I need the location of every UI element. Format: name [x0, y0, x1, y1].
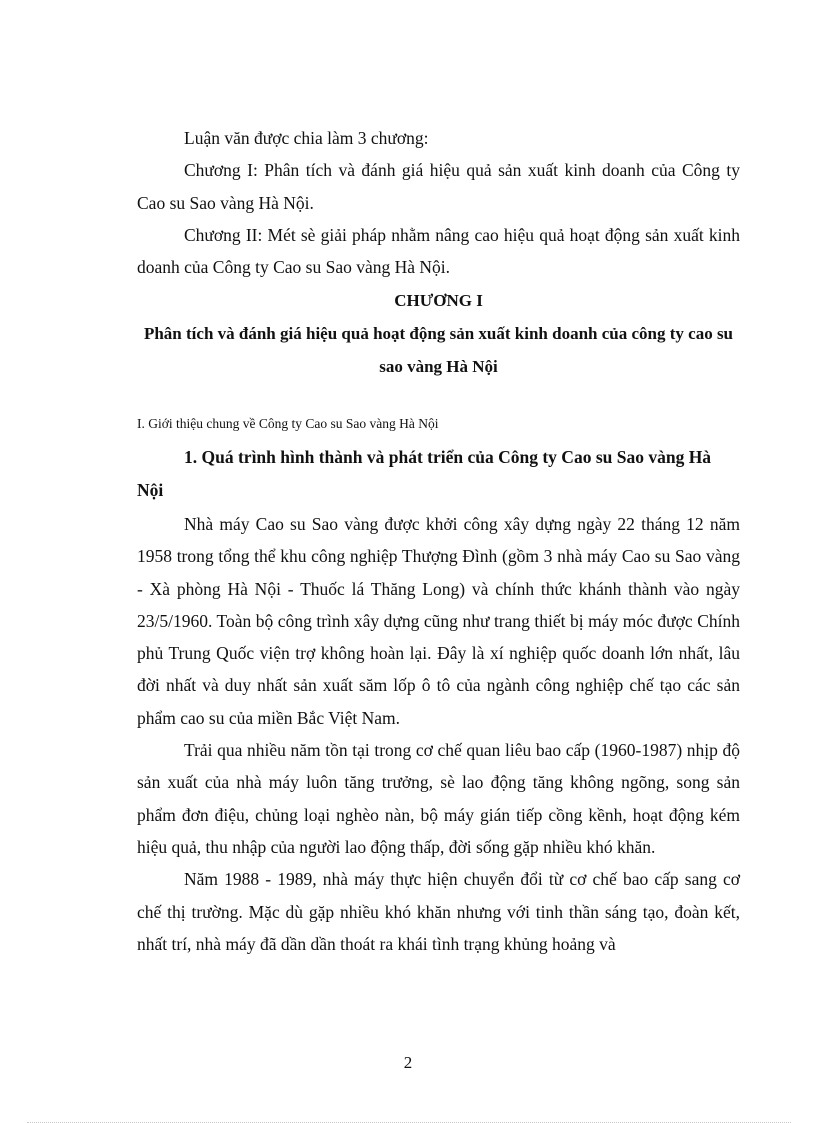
paragraph-subsidy-era: Trải qua nhiều năm tồn tại trong cơ chế quan liêu bao cấp (1960-1987) nhịp độ sản xuất của nhà máy luôn tăng trưởng, sè lao động tăng không ngõng, song sản phẩm đơn điệu, chủng loại nghèo nàn, bộ máy gián tiếp cồng kềnh, hoạt động kém hiệu quả, thu nhập của người lao động thấp, đời sống gặp nhiều khó khăn. [137, 740, 740, 857]
body-block [137, 508, 740, 960]
paragraph-market-transition: Năm 1988 - 1989, nhà máy thực hiện chuyển đổi từ cơ chế bao cấp sang cơ chế thị trường. Mặc dù gặp nhiều khó khăn nhưng với tinh thần sáng tạo, đoàn kết, nhất trí, nhà máy đã dần dần thoát ra khái tình trạng khủng hoảng và [137, 869, 740, 954]
paragraph-history: Nhà máy Cao su Sao vàng được khởi công xây dựng ngày 22 tháng 12 năm 1958 trong tổng thể khu công nghiệp Thượng Đình (gồm 3 nhà máy Cao su Sao vàng - Xà phòng Hà Nội - Thuốc lá Thăng Long) và chính thức khánh thành vào ngày 23/5/1960. Toàn bộ công trình xây dựng cũng như trang thiết bị máy móc được Chính phủ Trung Quốc viện trợ không hoàn lại. Đây là xí nghiệp quốc doanh lớn nhất, lâu đời nhất và duy nhất sản xuất săm lốp ô tô của ngành công nghiệp chế tạo các sản phẩm cao su của miền Bắc Việt Nam. [137, 514, 740, 728]
chapter-title: CHƯƠNG I [394, 291, 483, 310]
intro-block [137, 122, 740, 283]
chapter-subtitle: Phân tích và đánh giá hiệu quả hoạt động sản xuất kinh doanh của công ty cao su sao vàng Hà Nội [143, 324, 734, 376]
sub-heading: 1. Quá trình hình thành và phát triển của Công ty Cao su Sao vàng Hà Nội [137, 447, 712, 500]
chapter-1-summary: Chương I: Phân tích và đánh giá hiệu quả sản xuất kinh doanh của Công ty Cao su Sao vàng Hà Nội. [137, 160, 740, 213]
intro-line: Luận văn được chia làm 3 chương: [184, 128, 429, 148]
section-heading: I. Giới thiệu chung về Công ty Cao su Sao vàng Hà Nội [137, 416, 439, 431]
chapter-2-summary: Chương II: Mét sè giải pháp nhằm nâng cao hiệu quả hoạt động sản xuất kinh doanh của Công ty Cao su Sao vàng Hà Nội. [137, 224, 740, 278]
page-number: 2 [403, 1053, 413, 1072]
